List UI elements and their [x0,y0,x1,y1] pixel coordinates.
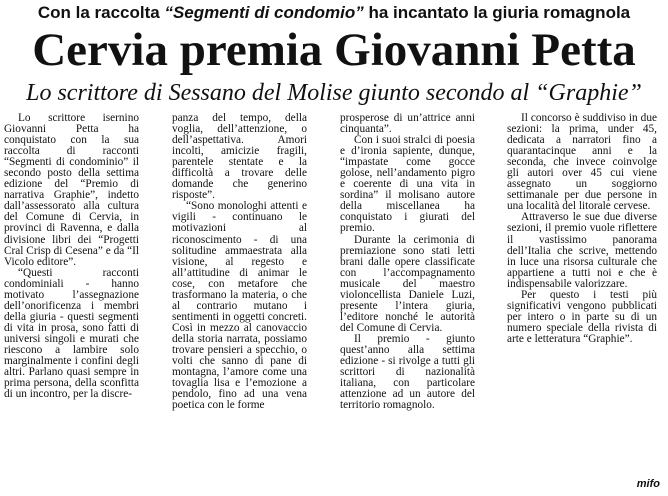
paragraph: Il concorso è suddiviso in due sezioni: la prima, under 45, dedicata a narratori fino a quarantacinque anni e la seconda, che invece coinvolge gli autori over 45 cui viene assegnato un soggiorno settimanale per due persone in una località del litorale cervese. [507,113,657,213]
paragraph: Durante la cerimonia di premiazione sono stati letti brani dalle opere classificate con l’accompagnamento musicale del maestro violoncellista Daniele Luzi, presente l’intera giuria, l’editore nonché le autorità del Comune di Cervia. [340,233,475,334]
kicker-line [0,3,668,23]
subheadline: Lo scrittore di Sessano del Molise giunto secondo al “Graphie” [26,80,642,106]
kicker-quoted-title: “Segmenti di condomio” [164,3,364,22]
paragraph: “Sono monologhi attenti e vigili - continuano le motivazioni al riconoscimento - di una solitudine ammaestrata alla visione, al regesto e all’attitudine di animar le cose, con metafore che trasformano la materia, o che al contrario mutano i sentimenti in oggetti concreti. Così in mezzo al canovaccio della storia narrata, possiamo trovare pensieri a specchio, o volti che sanno di pane di montagna, l’amore come una tovaglia lisa e l’emozione a pendolo, fino ad una vena poetica con le forme [172,200,307,412]
paragraph: Con i suoi stralci di poesia e d’ironia sapiente, dunque, “impastate come gocce golose, nell’andamento pigro e coerente di una vita in sordina” il molisano autore della miscellanea ha conquistato i giurati del premio. [340,134,475,235]
article-column-3 [340,113,475,493]
kicker-text-after: ha incantato la giuria romagnola [363,3,631,22]
article-column-4 [507,113,657,493]
paragraph: “Questi racconti condominiali - hanno motivato l’assegnazione dell’onorificenza i membri della giuria - questi segmenti di vita in prosa, sono fatti di universi singoli e murati che riescono a lambire solo marginalmente i confini degli altri. Parlano quasi sempre in prima persona, della sconfitta di un incontro, per la discre- [4,266,139,401]
paragraph: Per questo i testi più significativi vengono pubblicati per intero o in parte su di un numero speciale della rivista di arte e letteratura “Graphie”. [507,288,657,345]
article-column-2 [172,113,307,493]
paragraph: Attraverso le sue due diverse sezioni, il premio vuole riflettere il vastissimo panorama dell’Italia che scrive, mettendo in luce una risorsa culturale che appartiene a tutti noi e che è indispensabile valorizzare. [507,211,657,290]
paragraph: Il premio - giunto quest’anno alla settima edizione - si rivolge a tutti gli scrittori di nazionalità italiana, con particolare attenzione ad un autore del territorio romagnolo. [340,332,475,412]
paragraph: prosperose di un’attrice anni cinquanta”. [340,113,475,136]
kicker-text-before: Con la raccolta [37,3,165,22]
headline: Cervia premia Giovanni Petta [32,24,636,76]
author-signature: mifo [636,478,660,490]
paragraph: panza del tempo, della voglia, dell’attenzione, o dell’aspettativa. Amori incolti, amicizie fragili, parentele stentate e la difficoltà a trovare delle domande che generino risposte”. [172,113,307,202]
paragraph: Lo scrittore isernino Giovanni Petta ha conquistato con la sua raccolta di racconti “Segmenti di condominio” il secondo posto della settima edizione del “Premio di narrativa Graphie”, indetto dall’assessorato alla cultura del Comune di Cervia, in provinci di Ravenna, e dalla divisione libri dei “Progetti Cral Crisp di Cesena” e da “Il Vicolo editore”. [4,113,139,268]
article-column-1 [4,113,139,493]
